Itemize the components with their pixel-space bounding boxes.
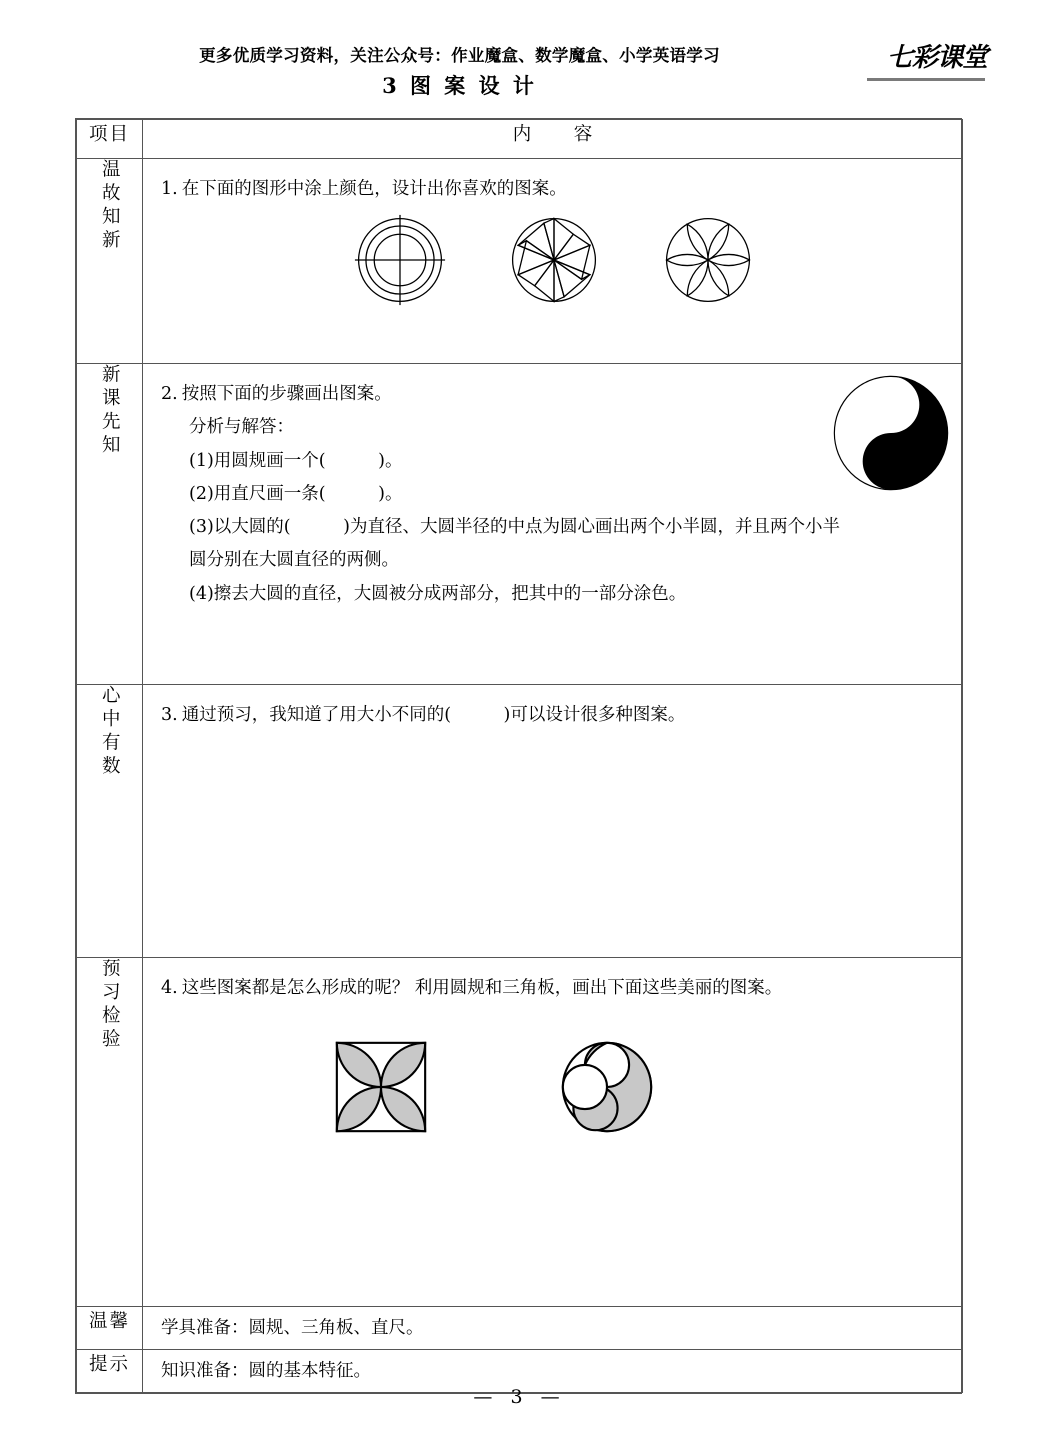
header-cell-item: 项目 <box>77 120 143 159</box>
question-text: 通过预习，我知道了用大小不同的( )可以设计很多种图案。 <box>181 705 686 725</box>
six-petal-flower-icon <box>662 214 754 306</box>
taiji-figure-wrapper <box>832 374 950 504</box>
page-number: — 3 — <box>473 1386 566 1408</box>
page-header <box>0 0 1039 110</box>
section-content-review <box>143 159 963 364</box>
section-content-preview-test <box>143 958 963 1307</box>
step-1: (1)用圆规画一个( )。 <box>189 450 403 471</box>
question-4 <box>161 972 946 1005</box>
tips-label-line2: 提示 <box>77 1350 143 1393</box>
question-3 <box>161 699 946 732</box>
table-row <box>77 958 963 1307</box>
square-four-petal-icon <box>333 1039 429 1135</box>
step-4: (4)擦去大圆的直径，大圆被分成两部分，把其中的一部分涂色。 <box>189 583 687 604</box>
figure-row-preview-test <box>161 1039 946 1135</box>
question-2 <box>161 378 946 411</box>
tips-content-line1-cell <box>143 1307 963 1350</box>
circle-pinwheel-icon <box>559 1039 655 1135</box>
question-text: 按照下面的步骤画出图案。 <box>181 384 392 404</box>
question-number: 1. <box>161 179 178 199</box>
step-3-line1: (3)以大圆的( )为直径、大圆半径的中点为圆心画出两个小半圆，并且两个小半 <box>189 517 840 537</box>
table-row <box>77 364 963 685</box>
tips-line-2: 知识准备：圆的基本特征。 <box>161 1361 371 1381</box>
section-content-understanding <box>143 685 963 958</box>
question-number: 4. <box>161 978 178 998</box>
concentric-circles-cross-icon <box>354 214 446 306</box>
header-cell-content: 内 容 <box>143 120 963 159</box>
table-header-row <box>77 120 963 159</box>
question-number: 2. <box>161 384 178 404</box>
tips-line-1: 学具准备：圆规、三角板、直尺。 <box>161 1318 424 1338</box>
six-point-star-icon <box>508 214 600 306</box>
step-3-line2: 圆分别在大圆直径的两侧。 <box>189 550 399 571</box>
step-2: (2)用直尺画一条( )。 <box>189 483 403 504</box>
taiji-yin-yang-icon <box>832 374 950 492</box>
question-text: 在下面的图形中涂上颜色，设计出你喜欢的图案。 <box>181 179 567 199</box>
question-number: 3. <box>161 705 178 725</box>
worksheet-table <box>75 118 962 1394</box>
question-text: 这些图案都是怎么形成的呢？ 利用圆规和三角板，画出下面这些美丽的图案。 <box>181 978 783 998</box>
section-label-preview-test <box>77 958 143 1307</box>
figure-row-review <box>161 214 946 306</box>
section-label-text: 新课先知 <box>99 364 121 458</box>
section-label-text: 温故知新 <box>99 159 121 253</box>
table-row <box>77 159 963 364</box>
promo-banner-text: 更多优质学习资料，关注公众号：作业魔盒、数学魔盒、小学英语学习 <box>199 46 720 65</box>
section-label-text: 预习检验 <box>99 958 121 1052</box>
question-1 <box>161 173 946 206</box>
section-label-review <box>77 159 143 364</box>
table-row-tips-1 <box>77 1307 963 1350</box>
brand-logo-text: 七彩课堂 <box>886 43 987 73</box>
table-row <box>77 685 963 958</box>
tips-label-line1: 温馨 <box>77 1307 143 1350</box>
section-content-newlesson <box>143 364 963 685</box>
section-label-newlesson <box>77 364 143 685</box>
section-label-understanding <box>77 685 143 958</box>
analysis-heading: 分析与解答： <box>189 417 294 438</box>
brand-underline <box>867 78 985 81</box>
brand-logo <box>867 38 987 90</box>
section-label-text: 心中有数 <box>99 685 121 779</box>
page-title: 3 图 案 设 计 <box>382 73 537 98</box>
